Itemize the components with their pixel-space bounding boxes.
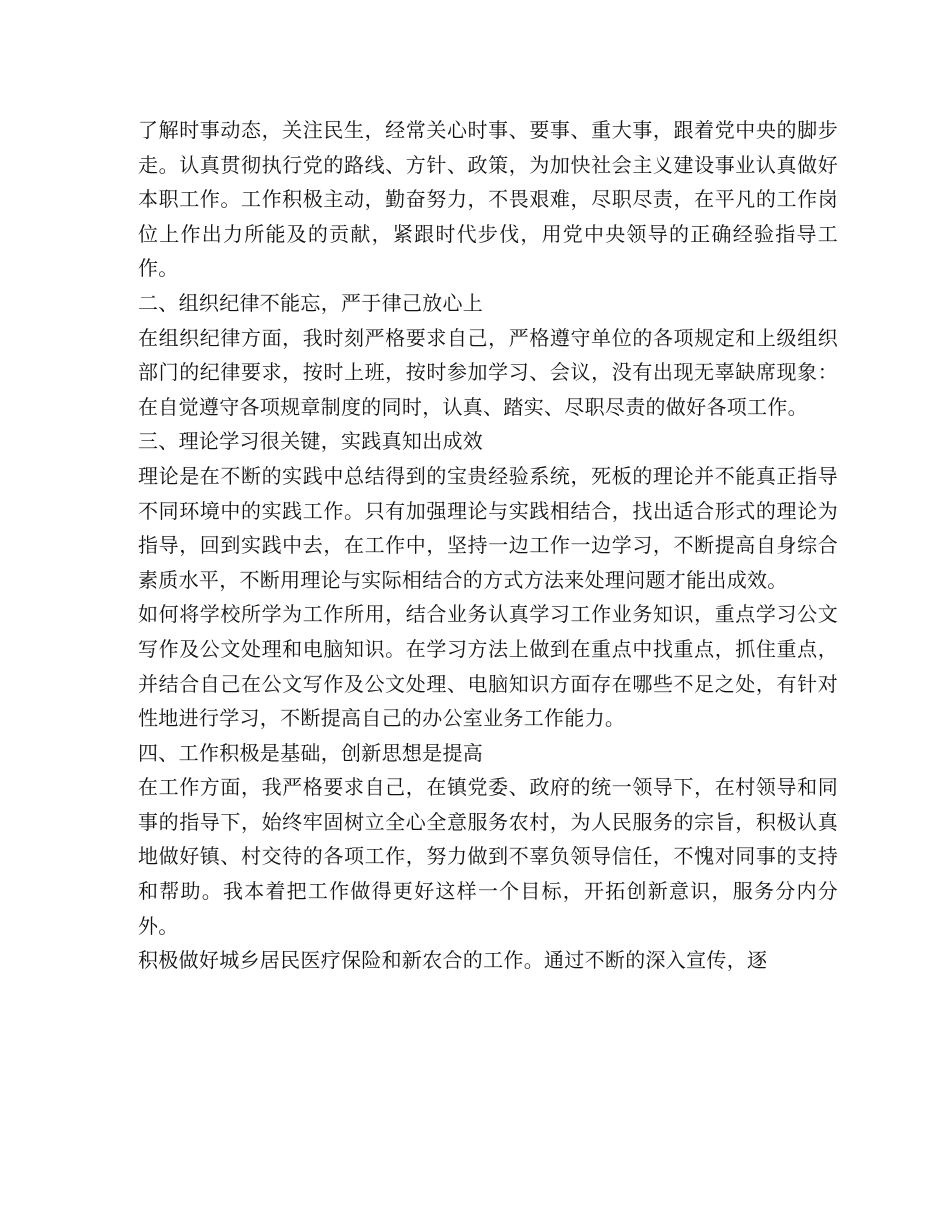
section-heading-2: 二、组织纪律不能忘，严于律己放心上: [138, 290, 484, 315]
paragraph-work: 在工作方面，我严格要求自己，在镇党委、政府的统一领导下，在村领导和同事的指导下，始终牢固树立全心全意服务农村，为人民服务的宗旨，积极认真地做好镇、村交待的各项工作，努力做到不辜负领导信任，不愧对同事的支持和帮助。我本着把工作做得更好这样一个目标，开拓创新意识，服务分内分外。: [138, 775, 838, 938]
section-heading-4: 四、工作积极是基础，创新思想是提高: [138, 740, 484, 765]
paragraph-discipline: 在组织纪律方面，我时刻严格要求自己，严格遵守单位的各项规定和上级组织部门的纪律要求，按时上班，按时参加学习、会议，没有出现无辜缺席现象：在自觉遵守各项规章制度的同时，认真、踏实、尽职尽责的做好各项工作。: [138, 325, 838, 419]
document-page: [138, 113, 838, 978]
paragraph-medical-insurance: 积极做好城乡居民医疗保险和新农合的工作。通过不断的深入宣传，逐: [138, 948, 768, 973]
paragraph-study-methods: 如何将学校所学为工作所用，结合业务认真学习工作业务知识，重点学习公文写作及公文处理和电脑知识。在学习方法上做到在重点中找重点，抓住重点，并结合自己在公文写作及公文处理、电脑知识方面存在哪些不足之处，有针对性地进行学习，不断提高自己的办公室业务工作能力。: [138, 602, 838, 731]
paragraph-theory: 理论是在不断的实践中总结得到的宝贵经验系统，死板的理论并不能真正指导不同环境中的实践工作。只有加强理论与实践相结合，找出适合形式的理论为指导，回到实践中去，在工作中，坚持一边工作一边学习，不断提高自身综合素质水平，不断用理论与实际相结合的方式方法来处理问题才能出成效。: [138, 463, 838, 592]
paragraph-current-affairs: 了解时事动态，关注民生，经常关心时事、要事、重大事，跟着党中央的脚步走。认真贯彻执行党的路线、方针、政策，为加快社会主义建设事业认真做好本职工作。工作积极主动，勤奋努力，不畏艰难，尽职尽责，在平凡的工作岗位上作出力所能及的贡献，紧跟时代步伐，用党中央领导的正确经验指导工作。: [138, 118, 838, 281]
section-heading-3: 三、理论学习很关键，实践真知出成效: [138, 429, 484, 454]
